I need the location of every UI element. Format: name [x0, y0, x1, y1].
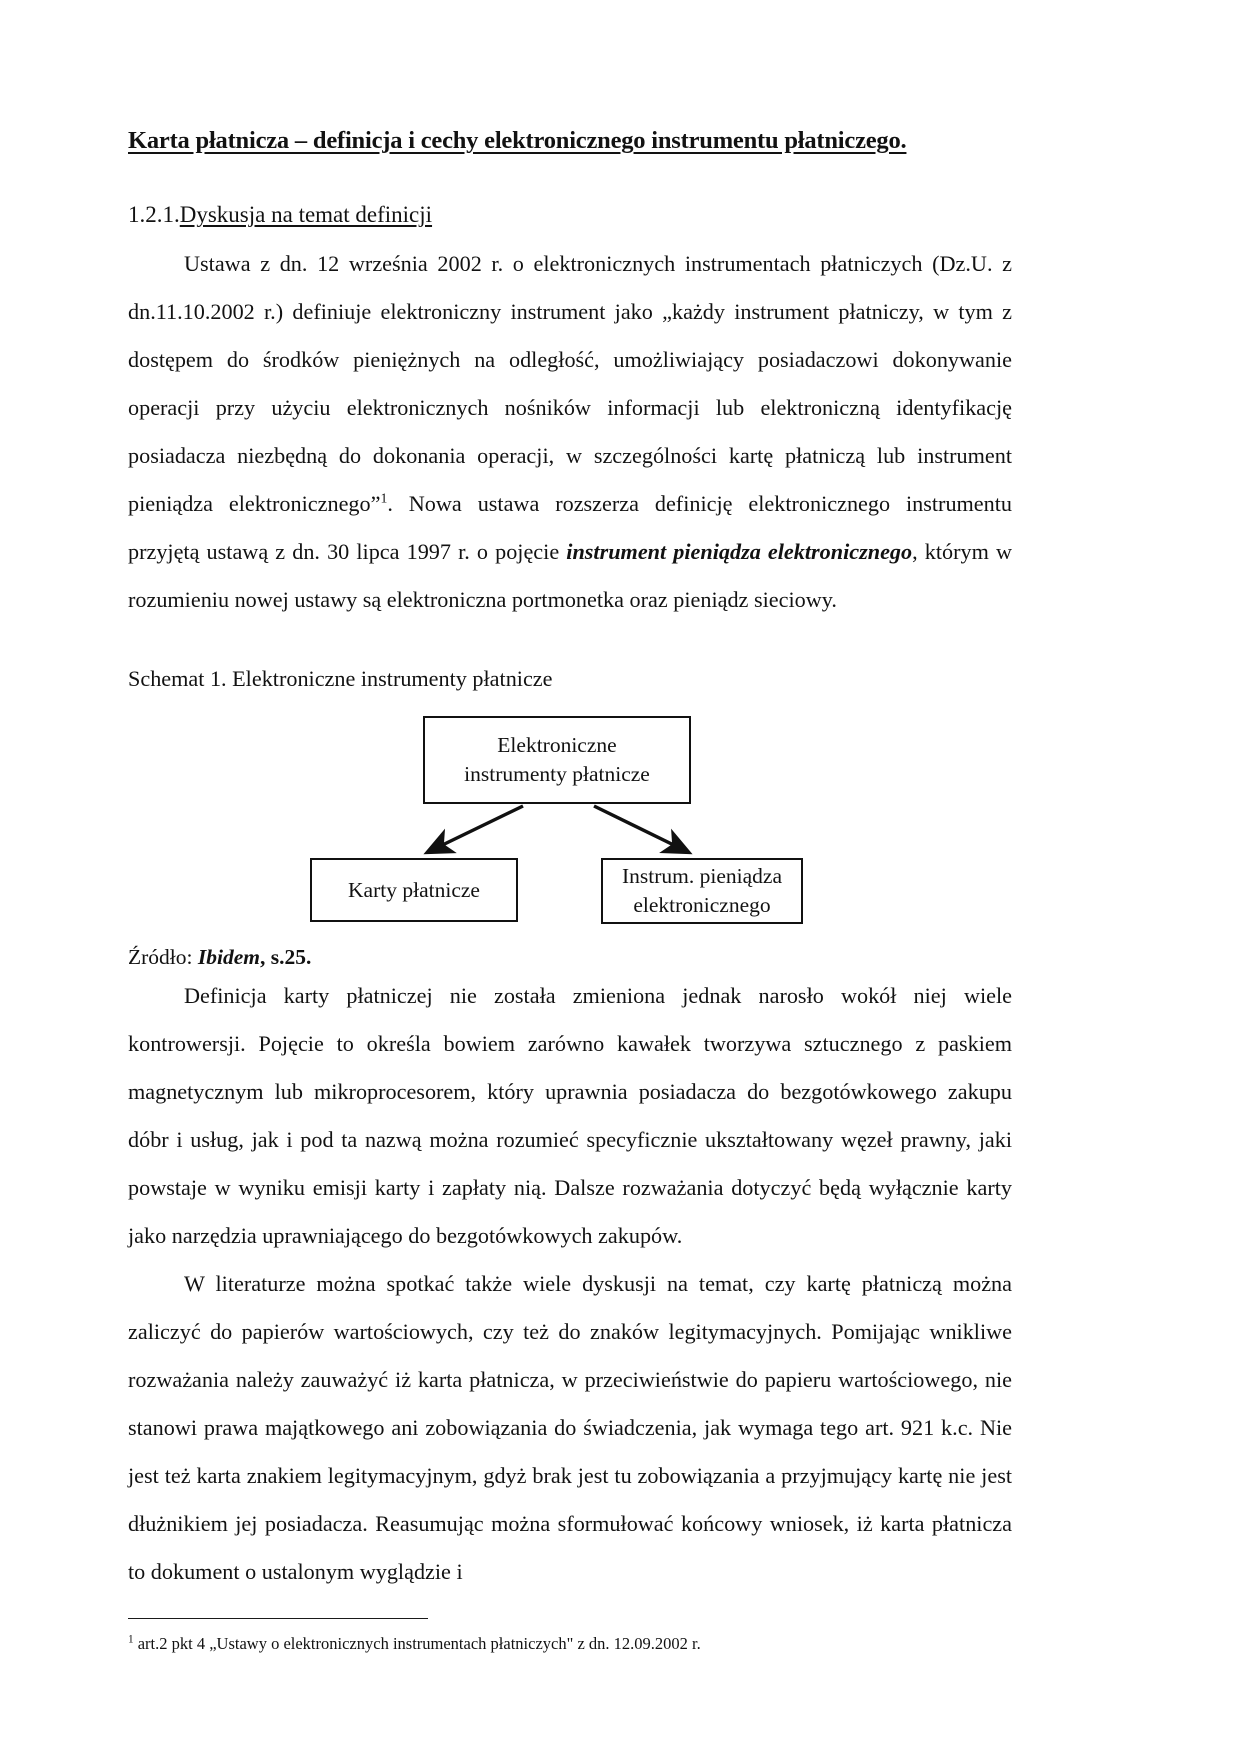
paragraph-definition	[128, 230, 1012, 624]
figure-caption: Schemat 1. Elektroniczne instrumenty płatnicze	[128, 666, 553, 692]
paragraph-definition-part-a: Ustawa z dn. 12 września 2002 r. o elektronicznych instrumentach płatniczych (Dz.U. z dn.11.10.2002 r.) definiuje elektroniczny instrument jako „każdy instrument płatniczy, w tym z dostępem do środków pieniężnych na odległość, umożliwiający posiadaczowi dokonywanie operacji przy użyciu elektronicznych nośników informacji lub elektroniczną identyfikację posiadacza niezbędną do dokonania operacji, w szczególności kartę płatniczą lub instrument pieniądza elektronicznego”	[128, 251, 1012, 517]
paragraph-definition-part-c: , którym w rozumieniu nowej ustawy są elektroniczna portmonetka oraz pieniądz sieciowy.	[128, 539, 1013, 613]
section-heading	[128, 155, 1012, 230]
paragraph-definicja-karty-text: Definicja karty płatniczej nie została zmieniona jednak narosło wokół niej wiele kontrowersji. Pojęcie to określa bowiem zarówno kawałek tworzywa sztucznego z paskiem magnetycznym lub mikroprocesorem, który uprawnia posiadacza do bezgotówkowego zakupu dóbr i usług, jak i pod ta nazwą można rozumieć specyficznie ukształtowany węzeł prawny, jaki powstaje w wyniku emisji karty i zapłaty nią. Dalsze rozważania dotyczyć będą wyłącznie karty jako narzędzia uprawniającego do bezgotówkowych zakupów.	[128, 983, 1012, 1249]
diagram-node-root-line1: Elektroniczne	[497, 733, 617, 758]
figure-source-label: Źródło:	[128, 945, 198, 970]
footnote-text: art.2 pkt 4 „Ustawy o elektronicznych instrumentach płatniczych" z dn. 12.09.2002 r.	[133, 1634, 701, 1653]
paragraph-definition-part-b: . Nowa ustawa rozszerza definicję elektronicznego instrumentu przyjętą ustawą z dn. 30 lipca 1997 r. o pojęcie	[128, 491, 1012, 565]
figure-source	[128, 928, 1012, 972]
page-content	[128, 0, 1012, 1596]
diagram-node-instrum-pieniadza-line2: elektronicznego	[633, 893, 771, 918]
diagram-node-instrum-pieniadza-line1: Instrum. pieniądza	[621, 864, 782, 889]
footnote-1	[128, 1632, 1012, 1656]
footnote-separator	[128, 1618, 428, 1619]
footnote-marker: 1	[128, 1633, 134, 1646]
diagram-node-karty-platnicze-label: Karty płatnicze	[348, 877, 480, 902]
arrow-to-instrum-pieniadza	[594, 806, 688, 852]
figure-diagram	[128, 716, 1012, 928]
page-title: Karta płatnicza – definicja i cechy elektronicznego instrumentu płatniczego.	[128, 127, 907, 154]
paragraph-literatura	[128, 1260, 1012, 1596]
figure-source-page: , s.25.	[259, 945, 312, 970]
diagram-node-instrum-pieniadza	[601, 858, 803, 924]
paragraph-literatura-text: W literaturze można spotkać także wiele dyskusji na temat, czy kartę płatniczą można zaliczyć do papierów wartościowych, czy też do znaków legitymacyjnych. Pomijając wnikliwe rozważania należy zauważyć iż karta płatnicza, w przeciwieństwie do papieru wartościowego, nie stanowi prawa majątkowego ani zobowiązania do świadczenia, jak wymaga tego art. 921 k.c. Nie jest też karta znakiem legitymacyjnym, gdyż brak jest tu zobowiązania a przyjmujący kartę nie jest dłużnikiem jej posiadacza. Reasumując można sformułować końcowy wniosek, iż karta płatnicza to dokument o ustalonym wyglądzie i	[128, 1271, 1012, 1585]
paragraph-definicja-karty	[128, 972, 1012, 1260]
figure-source-reference: Ibidem	[197, 945, 260, 970]
diagram-node-root	[423, 716, 691, 804]
arrow-to-karty-platnicze	[428, 806, 523, 852]
section-number: 1.2.1.	[128, 202, 180, 228]
section-title: Dyskusja na temat definicji	[179, 202, 433, 228]
diagram-node-root-line2: instrumenty płatnicze	[464, 762, 650, 787]
emphasis-instrument-pieniadza: instrument pieniądza elektronicznego	[566, 539, 913, 565]
footnote-reference-1[interactable]: 1	[380, 490, 388, 506]
diagram-node-karty-platnicze	[310, 858, 518, 922]
